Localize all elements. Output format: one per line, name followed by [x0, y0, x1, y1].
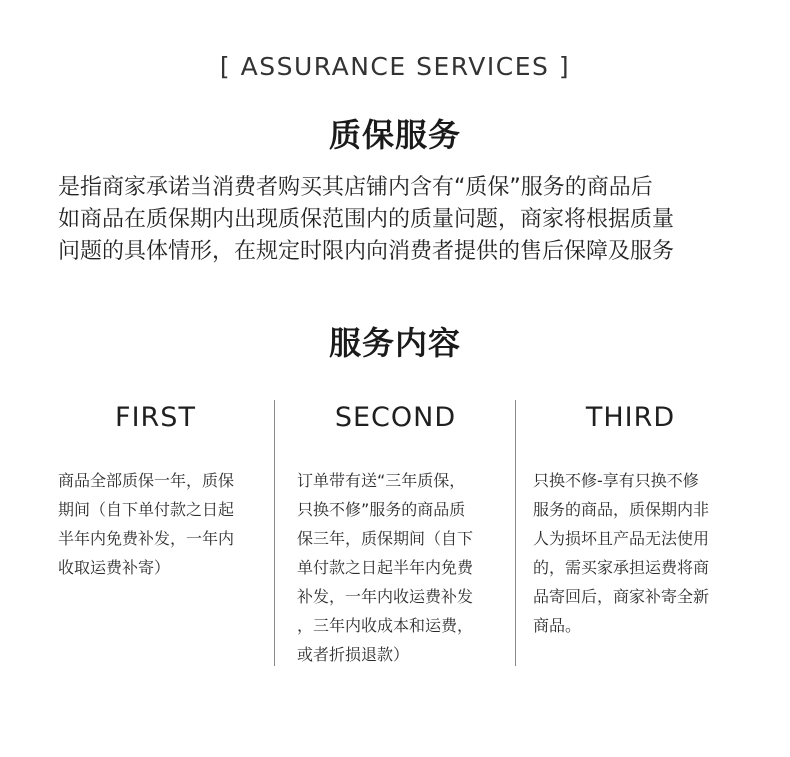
- column-divider: [274, 400, 275, 666]
- column-line: ，三年内收成本和运费，: [297, 616, 474, 635]
- services-title: 服务内容: [328, 324, 461, 362]
- column-line: 人为损坏且产品无法使用: [533, 529, 710, 548]
- column-heading-first: FIRST: [115, 402, 196, 433]
- column-line: 半年内免费补发，一年内: [58, 529, 235, 548]
- column-body-second: [297, 466, 473, 669]
- page-title: 质保服务: [328, 116, 461, 154]
- column-line: 品寄回后，商家补寄全新: [533, 587, 710, 606]
- column-line: 补发，一年内收运费补发: [297, 587, 474, 606]
- intro-paragraph: [58, 172, 738, 268]
- column-line: 只换不修”服务的商品质: [297, 500, 466, 519]
- column-line: 期间（自下单付款之日起: [58, 500, 235, 519]
- intro-line: 如商品在质保期内出现质保范围内的质量问题，商家将根据质量: [58, 207, 675, 232]
- column-line: 商品全部质保一年，质保: [58, 471, 235, 490]
- column-line: 商品。: [533, 616, 582, 635]
- column-line: 或者折损退款）: [297, 645, 410, 664]
- column-divider: [515, 400, 516, 666]
- service-columns: [0, 400, 790, 668]
- column-line: 服务的商品，质保期内非: [533, 500, 710, 519]
- column-heading-second: SECOND: [334, 402, 457, 433]
- intro-line: 问题的具体情形，在规定时限内向消费者提供的售后保障及服务: [58, 239, 675, 264]
- column-line: 单付款之日起半年内免费: [297, 558, 474, 577]
- column-body-first: [58, 466, 234, 582]
- column-body-third: [533, 466, 709, 640]
- column-line: 只换不修-享有只换不修: [533, 471, 699, 490]
- column-line: 的，需买家承担运费将商: [533, 558, 710, 577]
- column-heading-third: THIRD: [585, 402, 676, 433]
- section-eyebrow: [ ASSURANCE SERVICES ]: [219, 52, 571, 81]
- intro-line: 是指商家承诺当消费者购买其店铺内含有“质保”服务的商品后: [58, 175, 653, 200]
- column-line: 收取运费补寄）: [58, 558, 171, 577]
- column-line: 订单带有送“三年质保，: [297, 471, 466, 490]
- column-line: 保三年，质保期间（自下: [297, 529, 474, 548]
